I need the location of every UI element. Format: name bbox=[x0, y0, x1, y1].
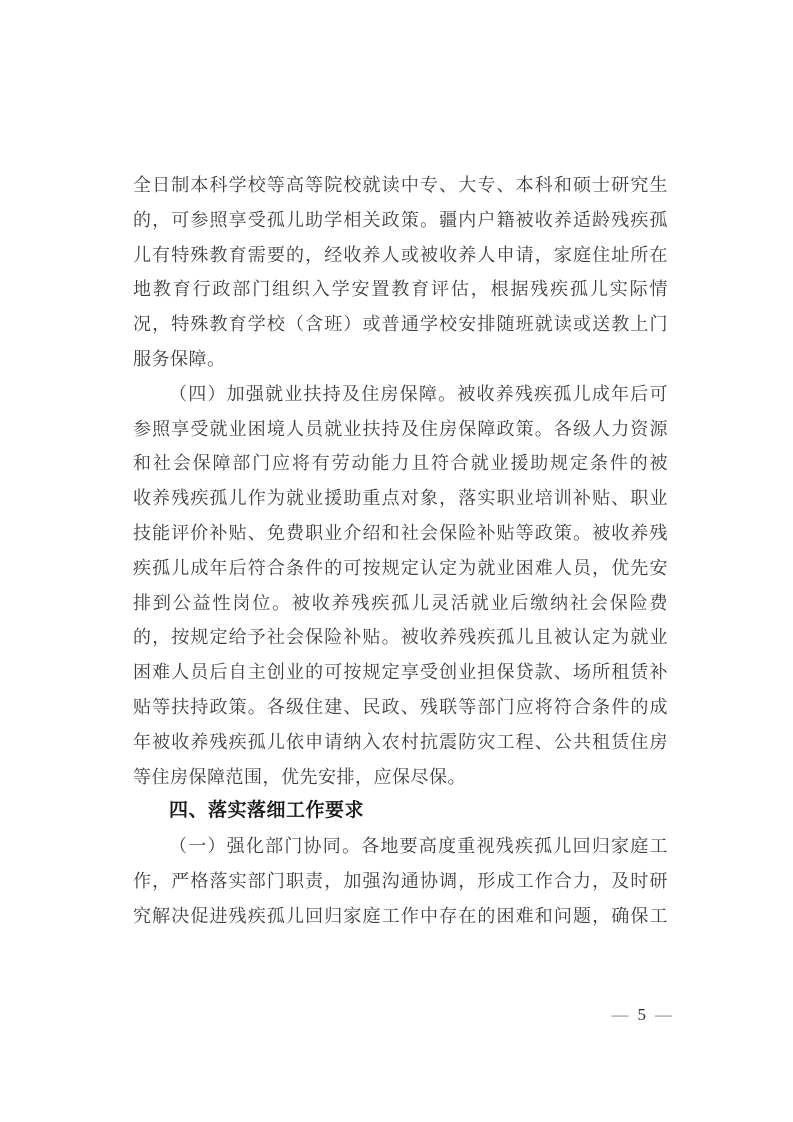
text-line: （四）加强就业扶持及住房保障。被收养残疾孤儿成年后可 bbox=[169, 383, 668, 404]
text-line: 收养残疾孤儿作为就业援助重点对象，落实职业培训补贴、职业 bbox=[133, 488, 668, 509]
paragraph-employment-housing-support bbox=[133, 377, 668, 795]
text-line: 全日制本科学校等高等院校就读中专、大专、本科和硕士研究生 bbox=[133, 175, 668, 195]
text-line: 和社会保障部门应将有劳动能力且符合就业援助规定条件的被 bbox=[133, 453, 668, 474]
document-body bbox=[133, 168, 668, 934]
text-line: 儿有特殊教育需要的，经收养人或被收养人申请，家庭住址所在 bbox=[133, 244, 668, 265]
text-line: 作，严格落实部门职责，加强沟通协调，形成工作合力，及时研 bbox=[133, 870, 668, 891]
footer-dash-left: — bbox=[611, 1005, 629, 1024]
footer-dash-right: — bbox=[655, 1005, 672, 1024]
text-line: 地教育行政部门组织入学安置教育评估，根据残疾孤儿实际情 bbox=[133, 279, 668, 300]
text-line: 究解决促进残疾孤儿回归家庭工作中存在的困难和问题，确保工 bbox=[133, 905, 668, 926]
text-line: 贴等扶持政策。各级住建、民政、残联等部门应将符合条件的成 bbox=[133, 696, 668, 717]
text-line: 服务保障。 bbox=[133, 348, 226, 369]
text-line: 年被收养残疾孤儿依申请纳入农村抗震防灾工程、公共租赁住房 bbox=[133, 731, 668, 752]
text-line: 的，可参照享受孤儿助学相关政策。疆内户籍被收养适龄残疾孤 bbox=[133, 209, 668, 230]
paragraph-department-coordination bbox=[133, 829, 668, 933]
section-heading-work-requirements: 四、落实落细工作要求 bbox=[169, 800, 365, 822]
paragraph-education-guarantee bbox=[133, 168, 668, 377]
text-line: 排到公益性岗位。被收养残疾孤儿灵活就业后缴纳社会保险费 bbox=[133, 592, 668, 613]
text-line: 技能评价补贴、免费职业介绍和社会保险补贴等政策。被收养残 bbox=[133, 522, 668, 543]
text-line: 况，特殊教育学校（含班）或普通学校安排随班就读或送教上门 bbox=[133, 314, 668, 335]
text-line: 等住房保障范围，优先安排，应保尽保。 bbox=[133, 766, 466, 787]
text-line: 的，按规定给予社会保险补贴。被收养残疾孤儿且被认定为就业 bbox=[133, 627, 668, 648]
text-line: 疾孤儿成年后符合条件的可按规定认定为就业困难人员，优先安 bbox=[133, 557, 668, 578]
text-line: 困难人员后自主创业的可按规定享受创业担保贷款、场所租赁补 bbox=[133, 662, 668, 683]
page-number: 5 bbox=[637, 1005, 646, 1024]
text-line: （一）强化部门协同。各地要高度重视残疾孤儿回归家庭工 bbox=[169, 836, 668, 857]
text-line: 参照享受就业困境人员就业扶持及住房保障政策。各级人力资源 bbox=[133, 418, 668, 439]
page-footer bbox=[612, 1003, 673, 1027]
